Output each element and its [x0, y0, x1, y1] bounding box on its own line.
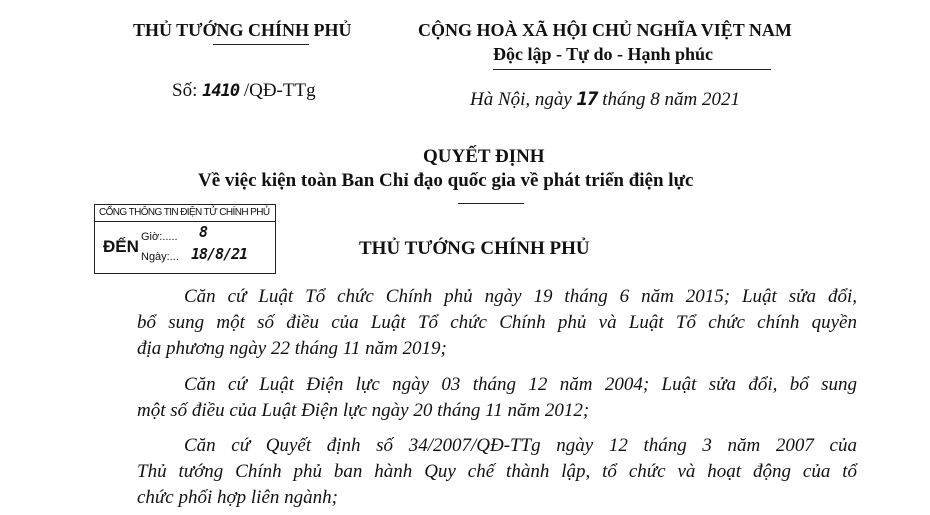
paragraph-line: Thủ tướng Chính phủ ban hành Quy chế thành lập, tổ chức và hoạt động của tổ	[137, 461, 857, 482]
subject-underline	[458, 203, 524, 204]
document-number	[172, 80, 316, 102]
date-suffix: tháng 8 năm 2021	[602, 89, 740, 110]
issuer-title: THỦ TƯỚNG CHÍNH PHỦ	[359, 238, 590, 259]
document-date	[470, 88, 740, 111]
stamp-time-label: Giờ:	[141, 231, 163, 243]
number-prefix: Số:	[172, 80, 198, 101]
national-motto: Độc lập - Tự do - Hạnh phúc	[493, 44, 714, 64]
date-prefix: Hà Nội, ngày	[470, 89, 572, 110]
decision-heading: QUYẾT ĐỊNH	[423, 146, 545, 167]
agency-underline	[213, 44, 309, 45]
legal-basis-paragraph	[137, 284, 857, 362]
paragraph-line: Căn cứ Quyết định số 34/2007/QĐ-TTg ngày 12 tháng 3 năm 2007 của	[184, 435, 857, 456]
motto-underline	[493, 69, 771, 70]
nation-title: CỘNG HOÀ XÃ HỘI CHỦ NGHĨA VIỆT NAM	[418, 20, 792, 40]
received-stamp	[94, 204, 276, 274]
stamp-date-label: Ngày:	[141, 251, 170, 263]
legal-basis-paragraph	[137, 433, 857, 511]
stamp-date-dots: ...	[169, 251, 179, 263]
stamp-time	[141, 231, 178, 243]
stamp-date	[141, 251, 179, 263]
paragraph-line: Căn cứ Luật Tổ chức Chính phủ ngày 19 tháng 6 năm 2015; Luật sửa đổi,	[184, 286, 857, 307]
number-handwritten: 1410	[202, 81, 240, 101]
paragraph-line: một số điều của Luật Điện lực ngày 20 tháng 11 năm 2012;	[137, 400, 590, 421]
paragraph-line: địa phương ngày 22 tháng 11 năm 2019;	[137, 338, 447, 359]
issuing-agency: THỦ TƯỚNG CHÍNH PHỦ	[133, 20, 352, 40]
stamp-date-handwritten: 18/8/21	[191, 245, 248, 263]
paragraph-line: bổ sung một số điều của Luật Tổ chức Chính phủ và Luật Tổ chức chính quyền	[137, 312, 857, 333]
decision-subject: Về việc kiện toàn Ban Chỉ đạo quốc gia về phát triển điện lực	[198, 170, 694, 191]
stamp-den-label: ĐẾN	[103, 237, 139, 256]
stamp-portal-label: CỔNG THÔNG TIN ĐIỆN TỬ CHÍNH PHỦ	[95, 205, 275, 222]
paragraph-line: Căn cứ Luật Điện lực ngày 03 tháng 12 năm 2004; Luật sửa đổi, bổ sung	[184, 374, 857, 395]
stamp-time-handwritten: 8	[199, 223, 208, 241]
paragraph-line: chức phối hợp liên ngành;	[137, 487, 338, 508]
stamp-time-dots: .....	[162, 231, 178, 243]
legal-basis-paragraph	[137, 372, 857, 424]
number-suffix: /QĐ-TTg	[243, 80, 316, 101]
date-day-handwritten: 17	[576, 88, 598, 110]
